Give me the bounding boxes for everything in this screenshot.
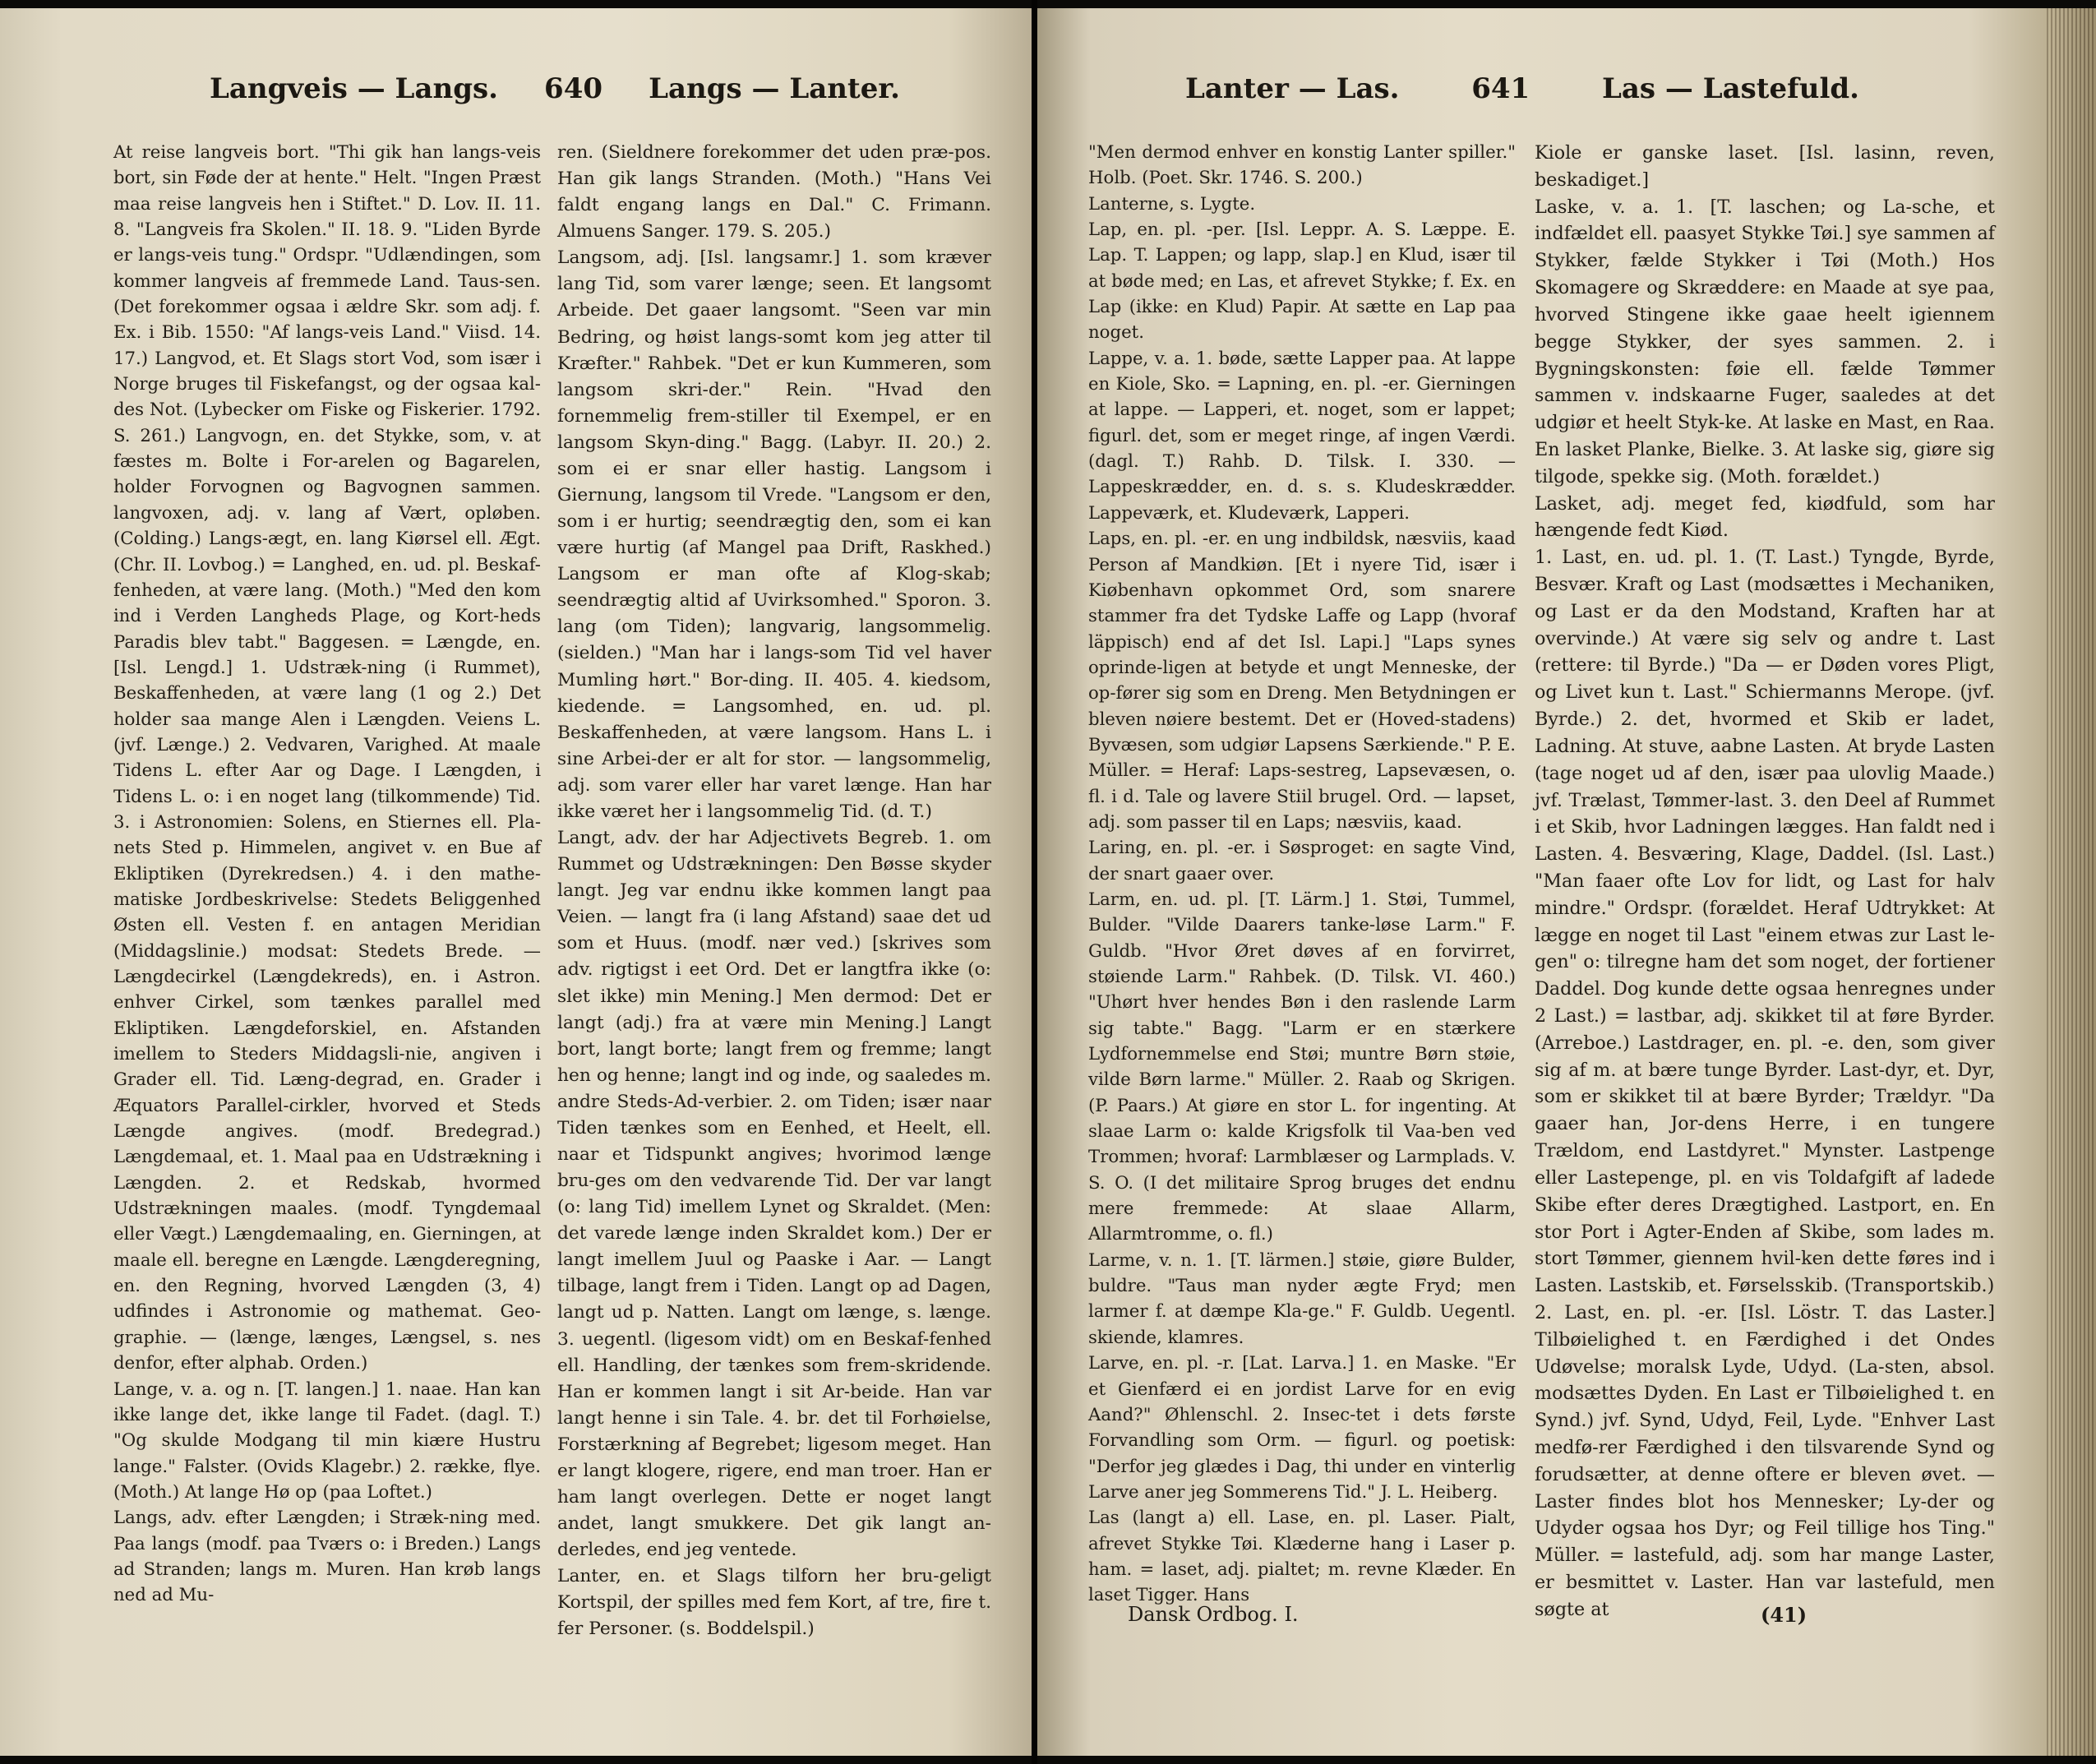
entry-text: Larm, en. ud. pl. [T. Lärm.] 1. Støi, Tummel, Bulder. "Vilde Daarers tanke-løse Larm." F. Guldb. "Hvor Øret døves af en forvirret, støiende Larm." Rahbek. (D. Tilsk. VI. 460.) "Uhørt hver hendes Bøn i den raslende Larm sig tabte." Bagg. "Larm er en stærkere Lydfornemmelse end Støi; muntre Børn støie, vilde Børn larme." Müller. 2. Raab og Skrigen. (P. Paars.) At giøre en stor L. for ingenting. At slaae Larm o: kalde Krigsfolk til Vaa-ben ved Trommen; hvoraf: Larmblæser og Larmplads. V. S. O. (I det militaire Sprog bruges det endnu mere fremmede: At slaae Allarm, Allarmtromme, o. fl.) xyxy=(1088,889,1516,1245)
entry-text: Langt, adv. der har Adjectivets Begreb. 1. om Rummet og Udstrækningen: Den Bøsse skyder langt. Jeg var endnu ikke kommen langt paa Veien. — langt fra (i lang Afstand) saae det ud som et Huus. (modf. nær ved.) [skrives som adv. rigtigst i eet Ord. Det er langtfra ikke (o: slet ikke) min Mening.] Men dermod: Det er langt (adj.) fra at være min Mening.] Langt bort, langt borte; langt frem og fremme; langt hen og henne; langt ind og inde, og saaledes m. andre Steds-Ad-verbier. 2. om Tiden; især naar Tiden tænkes som en Eenhed, et Heelt, ell. naar et Tidspunkt angives; hvorimod længe bru-ges om den vedvarende Tid. Der var langt (o: lang Tid) imellem Lynet og Skraldet. (Men: det varede længe inden Skraldet kom.) Der er langt imellem Juul og Paaske i Aar. — Langt tilbage, langt frem i Tiden. Langt op ad Dagen, langt ud p. Natten. Langt om længe, s. længe. 3. uegentl. (ligesom vidt) om en Beskaf-fenhed ell. Handling, der tænkes som frem-skridende. Han er kommen langt i sit Ar-beide. Han var langt henne i sin Tale. 4. br. det til Forhøielse, Forstærkning af Begrebet; ligesom meget. Han er langt klogere, rigere, end man troer. Han er ham langt overlegen. Dette er noget langt andet, langt smukkere. Det gik langt an-derledes, end jeg ventede. xyxy=(557,828,991,1561)
left-page-column-1 xyxy=(113,140,541,1644)
left-page-number: 640 xyxy=(544,72,603,105)
entry-text: Larme, v. n. 1. [T. lärmen.] støie, giøre Bulder, buldre. "Taus man nyder ægte Fryd; men larmer f. at dæmpe Kla-ge." F. Guldb. Uegentl. skiende, klamres. xyxy=(1088,1249,1516,1348)
entry-text: Laring, en. pl. -er. i Søsproget: en sagte Vind, der snart gaaer over. xyxy=(1088,838,1516,884)
right-running-head xyxy=(1185,72,1859,122)
entry-text: Lasket, adj. meget fed, kiødfuld, som har hængende fedt Kiød. xyxy=(1535,492,1995,542)
left-page-column-2 xyxy=(557,140,991,1644)
left-running-head xyxy=(210,72,900,122)
entry-text: 2. Last, en. pl. -er. [Isl. Löstr. T. das Laster.] Tilbøielighed t. en Færdighed i det Ondes Udøvelse; moralsk Lyde, Udyd. (La-sten, absol. modsættes Dyden. En Last er Tilbøielighed t. en Synd.) jvf. Synd, Udyd, Feil, Lyde. "Enhver Last medfø-rer Færdighed i den tilsvarende Synd og forudsætter, at denne oftere er bleven øvet. — Laster findes blot hos Mennesker; Ly-der og Udyder ogsaa hos Dyr; og Feil tillige hos Ting." Müller. = lastefuld, adj. som har mange Laster, er besmittet v. Laster. Han var lastefuld, men søgte at xyxy=(1535,1301,1995,1620)
left-header-first-word: Langveis — Langs. xyxy=(210,72,498,105)
right-page-number: 641 xyxy=(1471,72,1530,105)
entry-text: Lappe, v. a. 1. bøde, sætte Lapper paa. At lappe en Kiole, Sko. = Lapning, en. pl. -er. Gierningen at lappe. — Lapperi, et. noget, som er lappet; figurl. det, som er meget ringe, af ingen Værdi. (dagl. T.) Rahb. D. Tilsk. I. 330. — Lappeskrædder, en. d. s. s. Kludeskrædder. Lappeværk, et. Kludeværk, Lapperi. xyxy=(1088,348,1516,524)
sheet-number: (41) xyxy=(1761,1603,1807,1627)
entry-text: ren. (Sieldnere forekommer det uden præ-pos. Han gik langs Stranden. (Moth.) "Hans Vei faldt engang langs en Dal." C. Frimann. Almuens Sanger. 179. S. 205.) xyxy=(557,142,991,242)
entry-text: Laske, v. a. 1. [T. laschen; og La-sche, et indfældet ell. paasyet Stykke Tøi.] sye sammen af Stykker, fælde Stykker i Tøi (Moth.) Hos Skomagere og Skræddere: en Maade at sye paa, hvorved Stingene ikke gaae heelt igiennem begge Stykker, der syes sammen. 2. i Bygningskonsten: føie ell. fælde Tømmer sammen v. indskaarne Fuger, saaledes at det udgiør et heelt Styk-ke. At laske en Mast, en Raa. En lasket Planke, Bielke. 3. At laske sig, giøre sig tilgode, spekke sig. (Moth. forældet.) xyxy=(1535,196,1995,487)
entry-text: Las (langt a) ell. Lase, en. pl. Laser. Pialt, afrevet Stykke Tøi. Klæderne hang i Laser p. ham. = laset, adj. pialtet; m. revne Klæder. En laset Tigger. Hans xyxy=(1088,1508,1516,1606)
left-header-last-word: Langs — Lanter. xyxy=(649,72,900,105)
right-header-last-word: Las — Lastefuld. xyxy=(1601,72,1859,105)
entry-text: Larve, en. pl. -r. [Lat. Larva.] 1. en Maske. "Er et Gienfærd ei en jordist Larve for en evig Aand?" Øhlenschl. 2. Insec-tet i dets første Forvandling som Orm. — figurl. og poetisk: "Derfor jeg glædes i Dag, thi under en vinterlig Larve aner jeg Sommerens Tid." J. L. Heiberg. xyxy=(1088,1353,1516,1503)
entry-text: 1. Last, en. ud. pl. 1. (T. Last.) Tyngde, Byrde, Besvær. Kraft og Last (modsættes i Mechaniken, og Last er da den Modstand, Kraften har at overvinde.) At være sig selv og andre t. Last (rettere: til Byrde.) "Da — er Døden vores Pligt, og Livet kun t. Last." Schiermanns Merope. (jvf. Byrde.) 2. det, hvormed et Skib er ladet, Ladning. At stuve, aabne Lasten. At bryde Lasten (tage noget ud af den, især paa ulovlig Maade.) jvf. Trælast, Tømmer-last. 3. den Deel af Rummet i et Skib, hvor Ladningen lægges. Han faldt ned i Lasten. 4. Besværing, Klage, Daddel. (Isl. Last.) "Man faaer ofte Lov for lidt, og Last for halv mindre." Ordspr. (forældet. Heraf Udtrykket: At lægge en noget til Last "einem etwas zur Last le-gen" o: tilregne ham det som noget, der fortiener Daddel. Dog kunde dette ogsaa henregnes under 2 Last.) = lastbar, adj. skikket til at føre Byrder. (Arreboe.) Lastdrager, en. pl. -e. den, som giver sig af m. at bære tunge Byrder. Last-dyr, et. Dyr, som er skikket til at bære Byrder; Trældyr. "Da gaaer han, Jor-dens Herre, i en tungere Trældom, end Lastdyret." Mynster. Lastpenge eller Lastepenge, pl. en vis Toldafgift af ladede Skibe efter deres Drægtighed. Lastport, en. En stor Port i Agter-Enden af Skibe, som lades m. stort Tømmer, giennem hvil-ken dette føres ind i Lasten. Lastskib, et. Førselsskib. (Transportskib.) xyxy=(1535,547,1995,1297)
entry-text: Kiole er ganske laset. [Isl. lasinn, reven, beskadiget.] xyxy=(1535,142,1995,191)
entry-text: Laps, en. pl. -er. en ung indbildsk, næsviis, kaad Person af Mandkiøn. [Et i nyere Tid, især i Kiøbenhavn opkommet Ord, som snarere stammer fra det Tydske Laffe og Lapp (hvoraf läppisch) end af det Isl. Lapi.] "Laps synes oprinde-ligen at betyde et ungt Menneske, der op-fører sig som en Dreng. Men Betydningen er bleven nøiere bestemt. Det er (Hoved-stadens) Byvæsen, som udgiør Lapsens Særkiende." P. E. Müller. = Heraf: Laps-sestreg, Lapsevæsen, o. fl. i d. Tale og lavere Stiil brugel. Ord. — lapset, adj. som passer til en Laps; næsviis, kaad. xyxy=(1088,529,1516,833)
book-gutter xyxy=(1032,0,1037,1764)
entry-text: Lanter, en. et Slags tilforn her bru-geligt Kortspil, der spilles med fem Kort, af tre, fire t. fer Personer. (s. Boddelspil.) xyxy=(557,1566,991,1640)
right-page-column-1 xyxy=(1088,140,1516,1644)
printer-signature: Dansk Ordbog. I. xyxy=(1128,1603,1299,1626)
entry-text: "Men dermod enhver en konstig Lanter spiller." Holb. (Poet. Skr. 1746. S. 200.) xyxy=(1088,142,1516,189)
entry-text: Langs, adv. efter Længden; i Stræk-ning med. Paa langs (modf. paa Tværs o: i Breden.) Langs ad Stranden; langs m. Muren. Han krøb langs ned ad Mu- xyxy=(113,1508,541,1606)
entry-text: At reise langveis bort. "Thi gik han langs-veis bort, sin Føde der at hente." Helt. "Ingen Præst maa reise langveis hen i Stiftet." D. Lov. II. 11. 8. "Langveis fra Skolen." II. 18. 9. "Liden Byrde er langs-veis tung." Ordspr. "Udlændingen, som kommer langveis af fremmede Land. Taus-sen. (Det forekommer ogsaa i ældre Skr. som adj. f. Ex. i Bib. 1550: "Af langs-veis Land." Viisd. 14. 17.) Langvod, et. Et Slags stort Vod, som især i Norge bruges til Fiskefangst, og der ogsaa kal-des Not. (Lybecker om Fiske og Fiskerier. 1792. S. 261.) Langvogn, en. det Stykke, som, v. at fæstes m. Bolte i For-arelen og Bagarelen, holder Forvognen og Bagvognen sammen. langvoxen, adj. v. lang af Vært, opløben. (Colding.) Langs-ægt, en. lang Kiørsel ell. Ægt. (Chr. II. Lovbog.) = Langhed, en. ud. pl. Beskaf-fenheden, at være lang. (Moth.) "Med den kom ind i Verden Langheds Plage, og Kort-heds Paradis blev tabt." Baggesen. = Længde, en. [Isl. Lengd.] 1. Udstræk-ning (i Rummet), Beskaffenheden, at være lang (1 og 2.) Det holder saa mange Alen i Længden. Veiens L. (jvf. Længe.) 2. Vedvaren, Varighed. At maale Tidens L. efter Aar og Dage. I Længden, i Tidens L. o: i en noget lang (tilkommende) Tid. 3. i Astronomien: Solens, en Stiernes ell. Pla-nets Sted p. Himmelen, angivet v. en Bue af Ekliptiken (Dyrekredsen.) 4. i den mathe-matiske Jordbeskrivelse: Stedets Beliggenhed Østen ell. Vesten f. en antagen Meridian (Middagslinie.) modsat: Stedets Brede. — Længdecirkel (Længdekreds), en. i Astron. enhver Cirkel, som tænkes parallel med Ekliptiken. Længdeforskiel, en. Afstanden imellem to Steders Middagsli-nie, angiven i Grader ell. Tid. Læng-degrad, en. Grader i Æquators Parallel-cirkler, hvorved et Steds Længde angives. (modf. Bredegrad.) Længdemaal, et. 1. Maal paa en Udstrækning i Længden. 2. et Redskab, hvormed Udstrækningen maales. (modf. Tyngdemaal eller Vægt.) Længdemaaling, en. Gierningen, at maale ell. beregne en Længde. Længderegning, en. den Regning, hvorved Længden (3, 4) udfindes i Astronomie og mathemat. Geo-graphie. — (længe, længes, Længsel, s. nes denfor, efter alphab. Orden.) xyxy=(113,142,541,1374)
left-page xyxy=(0,8,1032,1756)
entry-text: Lange, v. a. og n. [T. langen.] 1. naae. Han kan ikke lange det, ikke lange til Fadet. (dagl. T.) "Og skulde Modgang til min kiære Hustru lange." Falster. (Ovids Klagebr.) 2. række, flye. (Moth.) At lange Hø op (paa Loftet.) xyxy=(113,1378,541,1503)
right-page-column-2 xyxy=(1535,140,1995,1644)
entry-text: Langsom, adj. [Isl. langsamr.] 1. som kræver lang Tid, som varer længe; seen. Et langsomt Arbeide. Det gaaer langsomt. "Seen var min Bedring, og høist langs-somt kom jeg atter til Kræfter." Rahbek. "Det er kun Kummeren, som langsom skri-der." Rein. "Hvad den fornemmelig frem-stiller til Exempel, er en langsom Skyn-ding." Bagg. (Labyr. II. 20.) 2. som ei er snar eller hastig. Langsom i Giernung, langsom til Vrede. "Langsom er den, som i er hurtig; seendrægtig den, som ei kan være hurtig (af Mangel paa Drift, Raskhed.) Langsom er man ofte af Klog-skab; seendrægtig altid af Uvirksomhed." Sporon. 3. lang (om Tiden); langvarig, langsommelig. (sielden.) "Man har i langs-som Tid vel haver Mumling hørt." Bor-ding. II. 405. 4. kiedsom, kiedende. = Langsomhed, en. ud. pl. Beskaffenheden, at være langsom. Hans L. i sine Arbei-der er alt for stor. — langsommelig, adj. som varer eller har varet længe. Han har ikke været her i langsommelig Tid. (d. T.) xyxy=(557,247,991,822)
entry-text: Lap, en. pl. -per. [Isl. Leppr. A. S. Læppe. E. Lap. T. Lappen; og lapp, slap.] en Klud, især til at bøde med; en Las, et afrevet Stykke; f. Ex. en Lap (ikke: en Klud) Papir. At sætte en Lap paa noget. xyxy=(1088,219,1516,344)
entry-text: Lanterne, s. Lygte. xyxy=(1088,193,1256,215)
right-header-first-word: Lanter — Las. xyxy=(1185,72,1400,105)
right-page xyxy=(1037,8,2096,1756)
